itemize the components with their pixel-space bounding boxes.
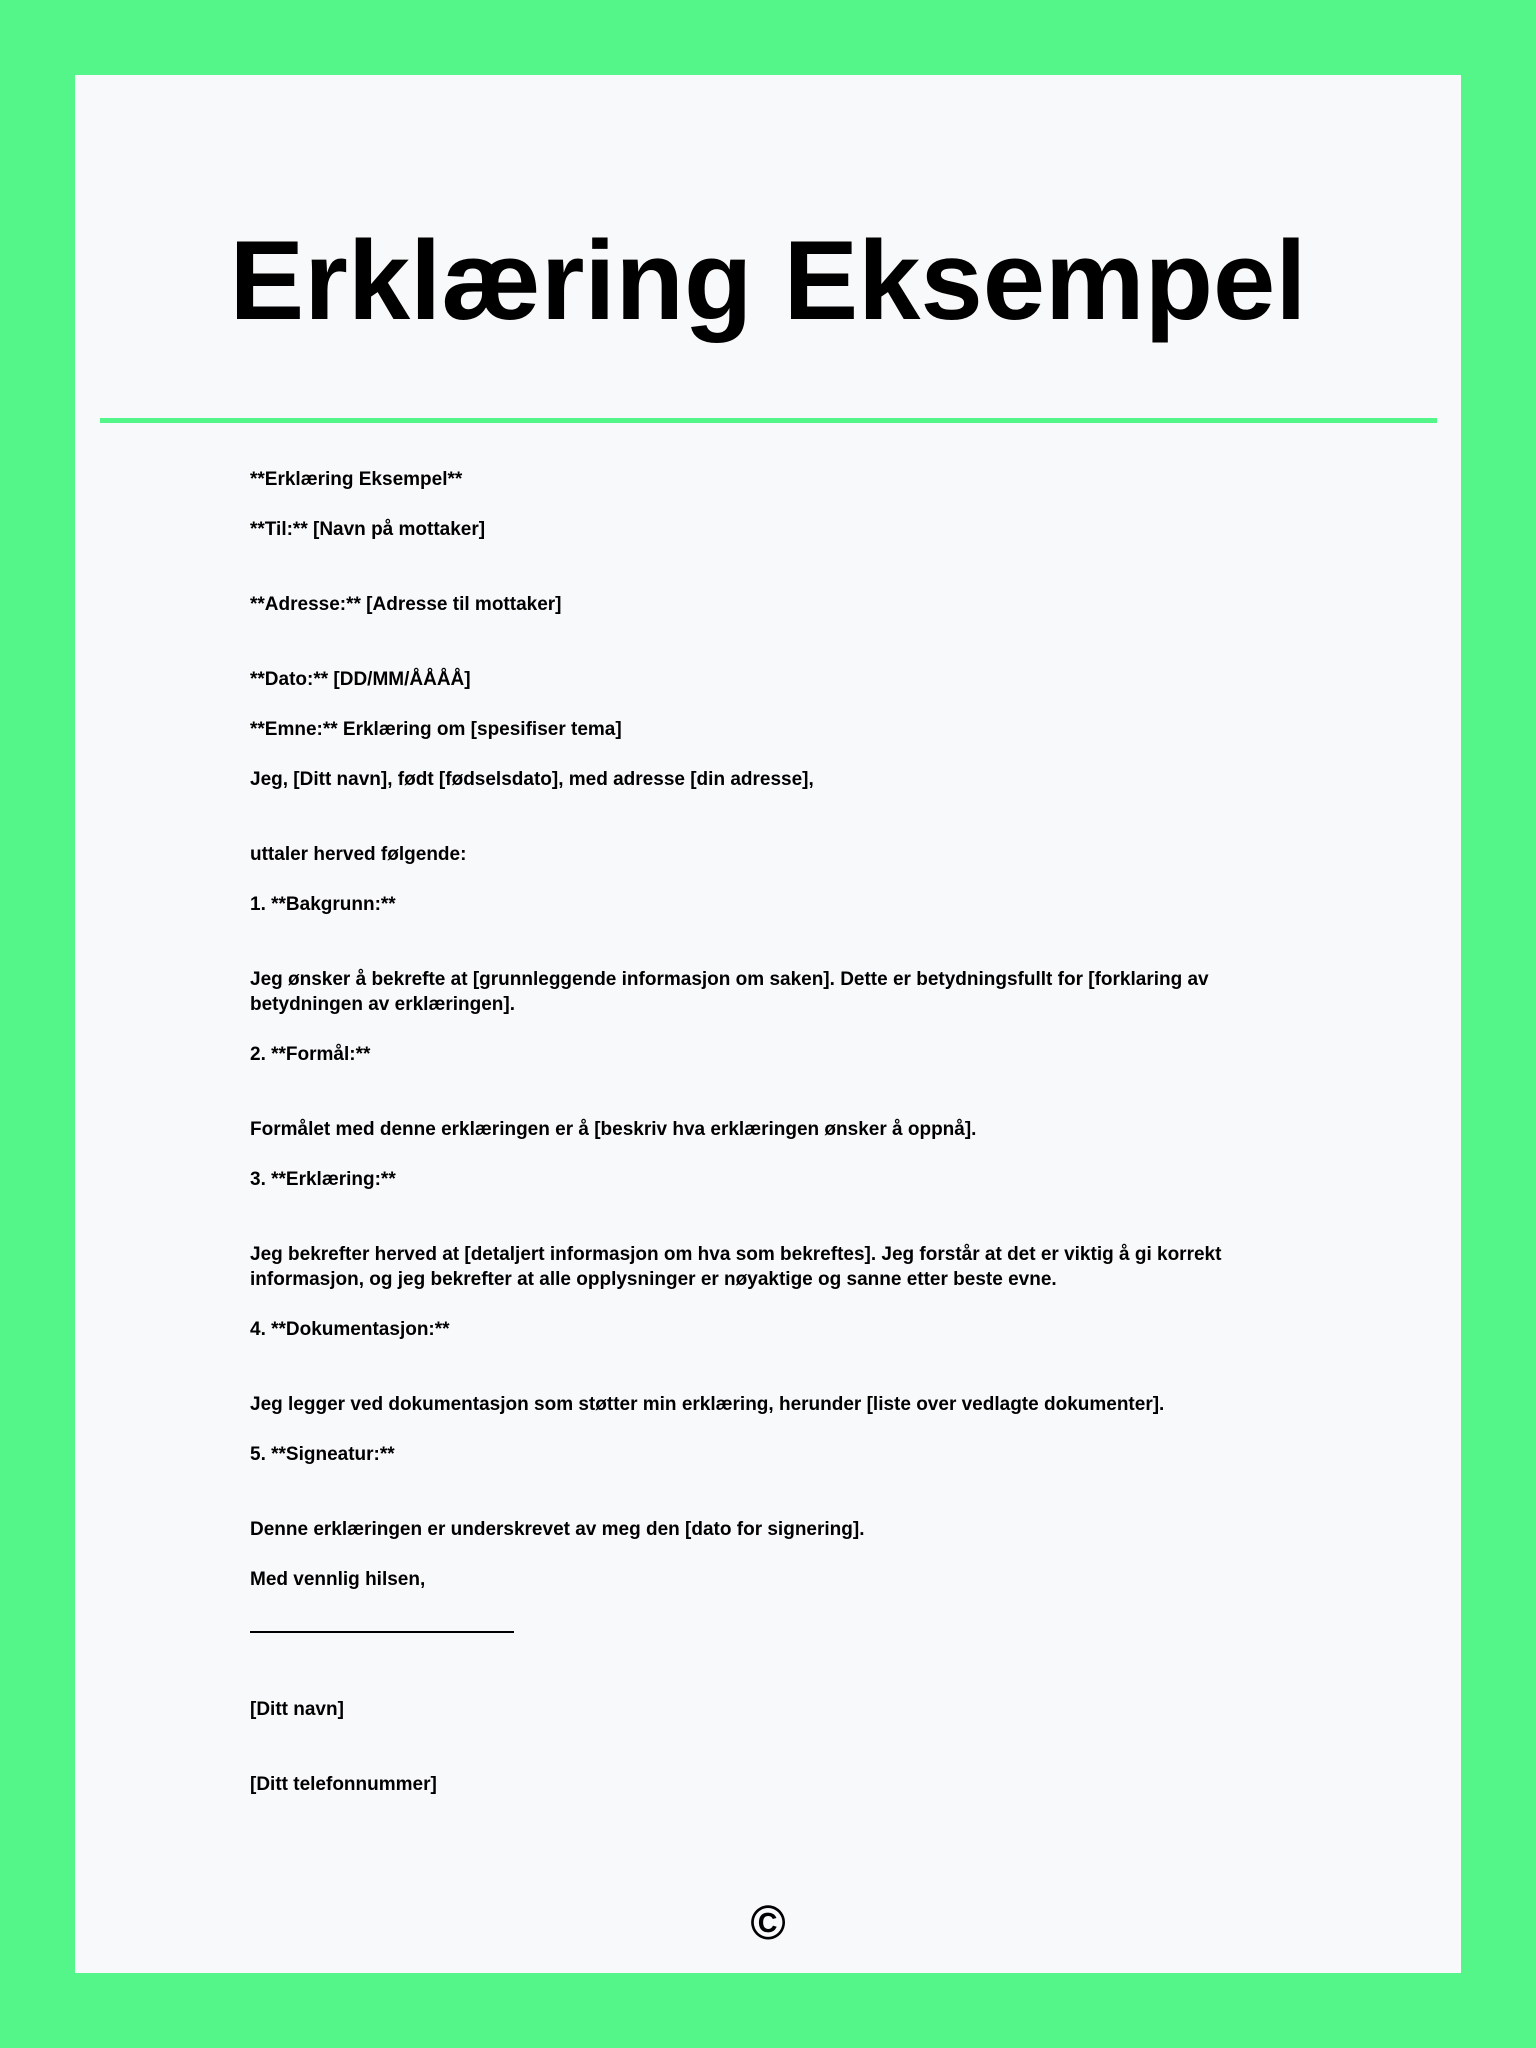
signature-line xyxy=(250,1631,514,1633)
section-heading: 5. **Signeatur:** xyxy=(250,1444,395,1465)
document-heading: **Erklæring Eksempel** xyxy=(250,469,463,490)
signer-phone: [Ditt telefonnummer] xyxy=(250,1774,437,1795)
section-body: Jeg legger ved dokumentasjon som støtter min erklæring, herunder [liste over vedlagte dokumenter]. xyxy=(250,1394,1165,1415)
signer-name: [Ditt navn] xyxy=(250,1699,344,1720)
document-title: Erklæring Eksempel xyxy=(229,218,1307,343)
section-body: Formålet med denne erklæringen er å [beskriv hva erklæringen ønsker å oppnå]. xyxy=(250,1119,977,1140)
closing-line: Med vennlig hilsen, xyxy=(250,1569,426,1590)
date-line: **Dato:** [DD/MM/ÅÅÅÅ] xyxy=(250,669,471,690)
subject-line: **Emne:** Erklæring om [spesifiser tema] xyxy=(250,719,622,740)
copyright-icon: © xyxy=(750,1897,786,1950)
title-divider xyxy=(100,418,1437,423)
recipient-line: **Til:** [Navn på mottaker] xyxy=(250,519,486,540)
section-heading: 1. **Bakgrunn:** xyxy=(250,894,396,915)
address-line: **Adresse:** [Adresse til mottaker] xyxy=(250,594,562,615)
intro-paragraph: Jeg, [Ditt navn], født [fødselsdato], med adresse [din adresse], xyxy=(250,769,814,790)
section-heading: 3. **Erklæring:** xyxy=(250,1169,396,1190)
section-body: Jeg bekrefter herved at [detaljert informasjon om hva som bekreftes]. Jeg forstår at det er viktig å gi korrekt informasjon, og jeg bekrefter at alle opplysninger er nøyaktige og sanne etter beste evne. xyxy=(250,1244,1222,1290)
section-body: Jeg ønsker å bekrefte at [grunnleggende informasjon om saken]. Dette er betydningsfullt for [forklaring av betydningen av erklæringen]. xyxy=(250,969,1209,1015)
section-heading: 4. **Dokumentasjon:** xyxy=(250,1319,450,1340)
section-body: Denne erklæringen er underskrevet av meg den [dato for signering]. xyxy=(250,1519,865,1540)
intro-continuation: uttaler herved følgende: xyxy=(250,844,467,865)
document-body xyxy=(250,467,1290,1822)
section-heading: 2. **Formål:** xyxy=(250,1044,371,1065)
